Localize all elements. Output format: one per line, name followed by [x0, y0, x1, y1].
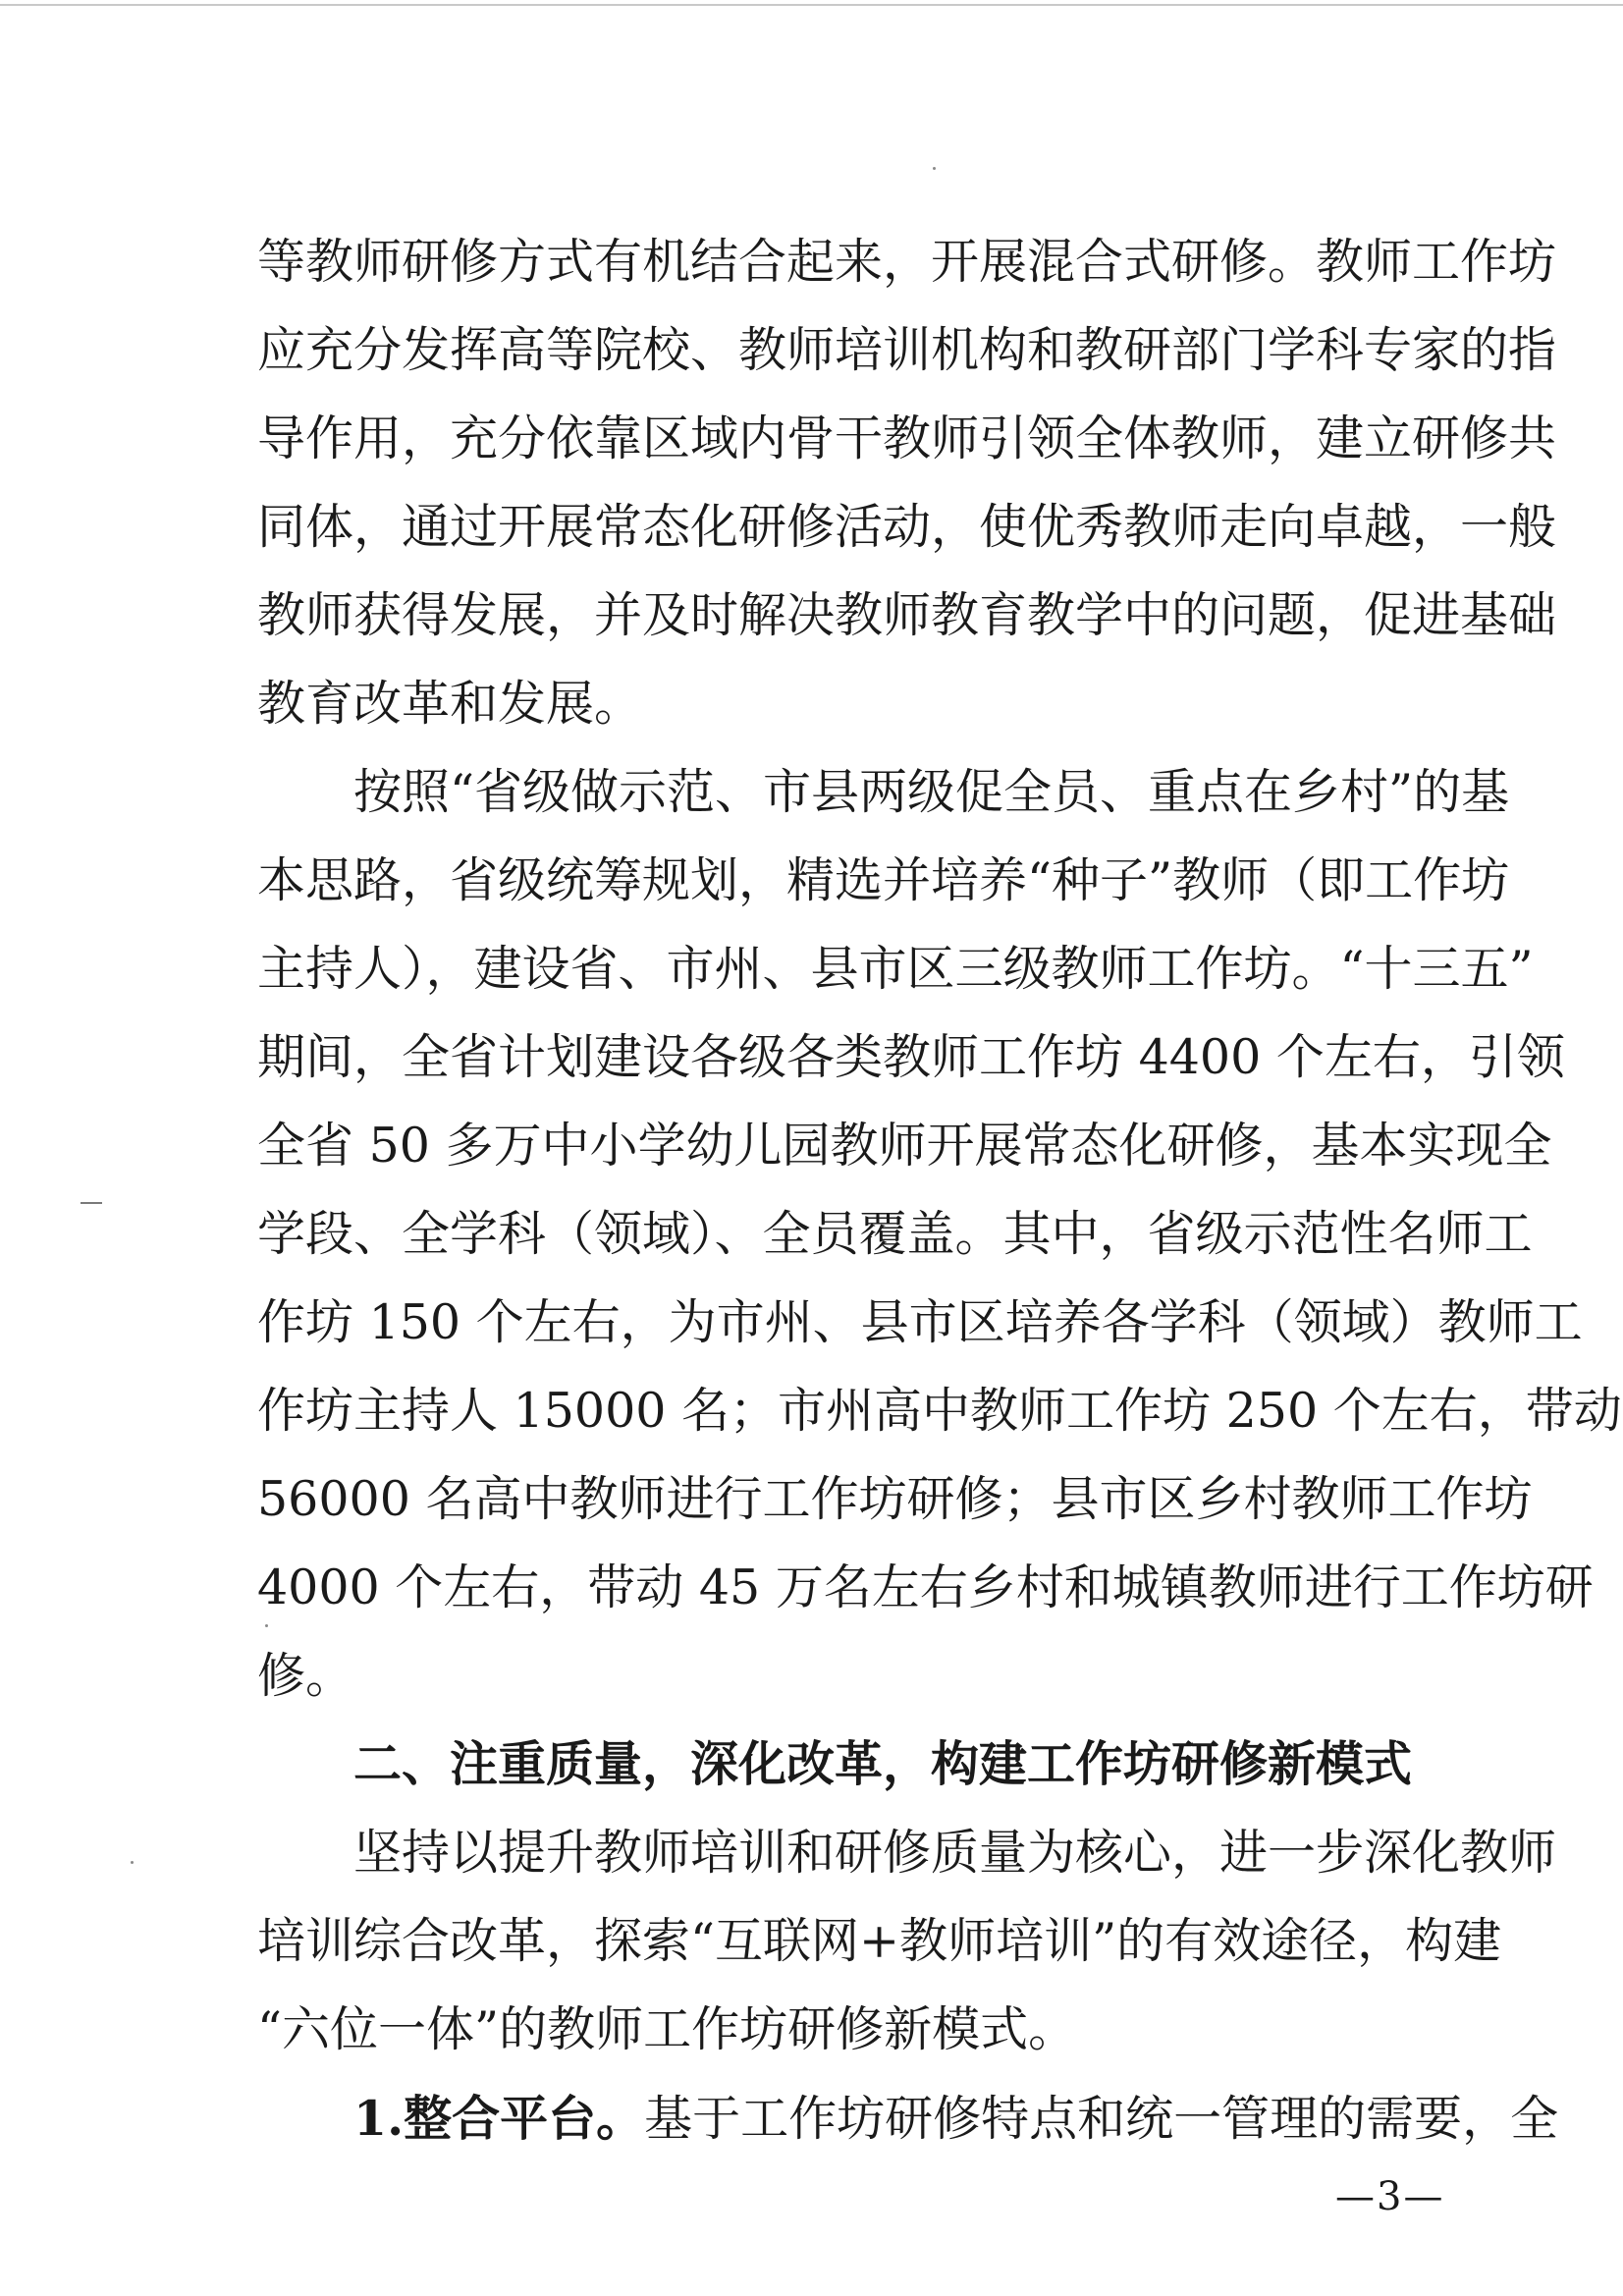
text-line: 导作用，充分依靠区域内骨干教师引领全体教师，建立研修共: [257, 410, 1557, 466]
scan-speck: [933, 167, 936, 170]
scan-speck: [131, 1861, 134, 1864]
text-line: 培训综合改革，探索“互联网+教师培训”的有效途径，构建: [257, 1913, 1502, 1969]
subsection-label: 1.整合平台。: [353, 2090, 645, 2147]
page-number: —3—: [1335, 2174, 1445, 2219]
left-edge-mark: [81, 1202, 102, 1204]
text-line: “六位一体”的教师工作坊研修新模式。: [257, 2001, 1077, 2057]
text-line: 等教师研修方式有机结合起来，开展混合式研修。教师工作坊: [257, 234, 1557, 290]
text-line: 全省 50 多万中小学幼儿园教师开展常态化研修，基本实现全: [257, 1118, 1552, 1174]
text-line: 同体，通过开展常态化研修活动，使优秀教师走向卓越，一般: [257, 499, 1557, 555]
text-line: 56000 名高中教师进行工作坊研修；县市区乡村教师工作坊: [257, 1471, 1533, 1527]
text-line: 坚持以提升教师培训和研修质量为核心，进一步深化教师: [353, 1825, 1557, 1881]
text-line: [257, 2074, 1559, 2162]
top-edge-rule: [0, 4, 1623, 6]
text-line: 应充分发挥高等院校、教师培训机构和教研部门学科专家的指: [257, 322, 1557, 378]
document-body: [257, 218, 1622, 2162]
subsection-text: 基于工作坊研修特点和统一管理的需要，全: [644, 2091, 1559, 2147]
text-line: 作坊 150 个左右，为市州、县市区培养各学科（领域）教师工: [257, 1294, 1583, 1350]
text-line: 4000 个左右，带动 45 万名左右乡村和城镇教师进行工作坊研: [257, 1559, 1594, 1615]
text-line: 修。: [257, 1648, 354, 1704]
text-line: 主持人），建设省、市州、县市区三级教师工作坊。“十三五”: [257, 941, 1534, 997]
text-line: 教师获得发展，并及时解决教师教育教学中的问题，促进基础: [257, 587, 1557, 643]
text-line: 教育改革和发展。: [257, 676, 643, 732]
section-heading: 二、注重质量，深化改革，构建工作坊研修新模式: [353, 1736, 1413, 1792]
text-line: 本思路，省级统筹规划，精选并培养“种子”教师（即工作坊: [257, 852, 1510, 908]
text-line: 学段、全学科（领域）、全员覆盖。其中，省级示范性名师工: [257, 1206, 1533, 1262]
text-line: 按照“省级做示范、市县两级促全员、重点在乡村”的基: [353, 764, 1510, 820]
text-line: 期间，全省计划建设各级各类教师工作坊 4400 个左右，引领: [257, 1029, 1565, 1085]
text-line: 作坊主持人 15000 名；市州高中教师工作坊 250 个左右，带动: [257, 1383, 1622, 1439]
